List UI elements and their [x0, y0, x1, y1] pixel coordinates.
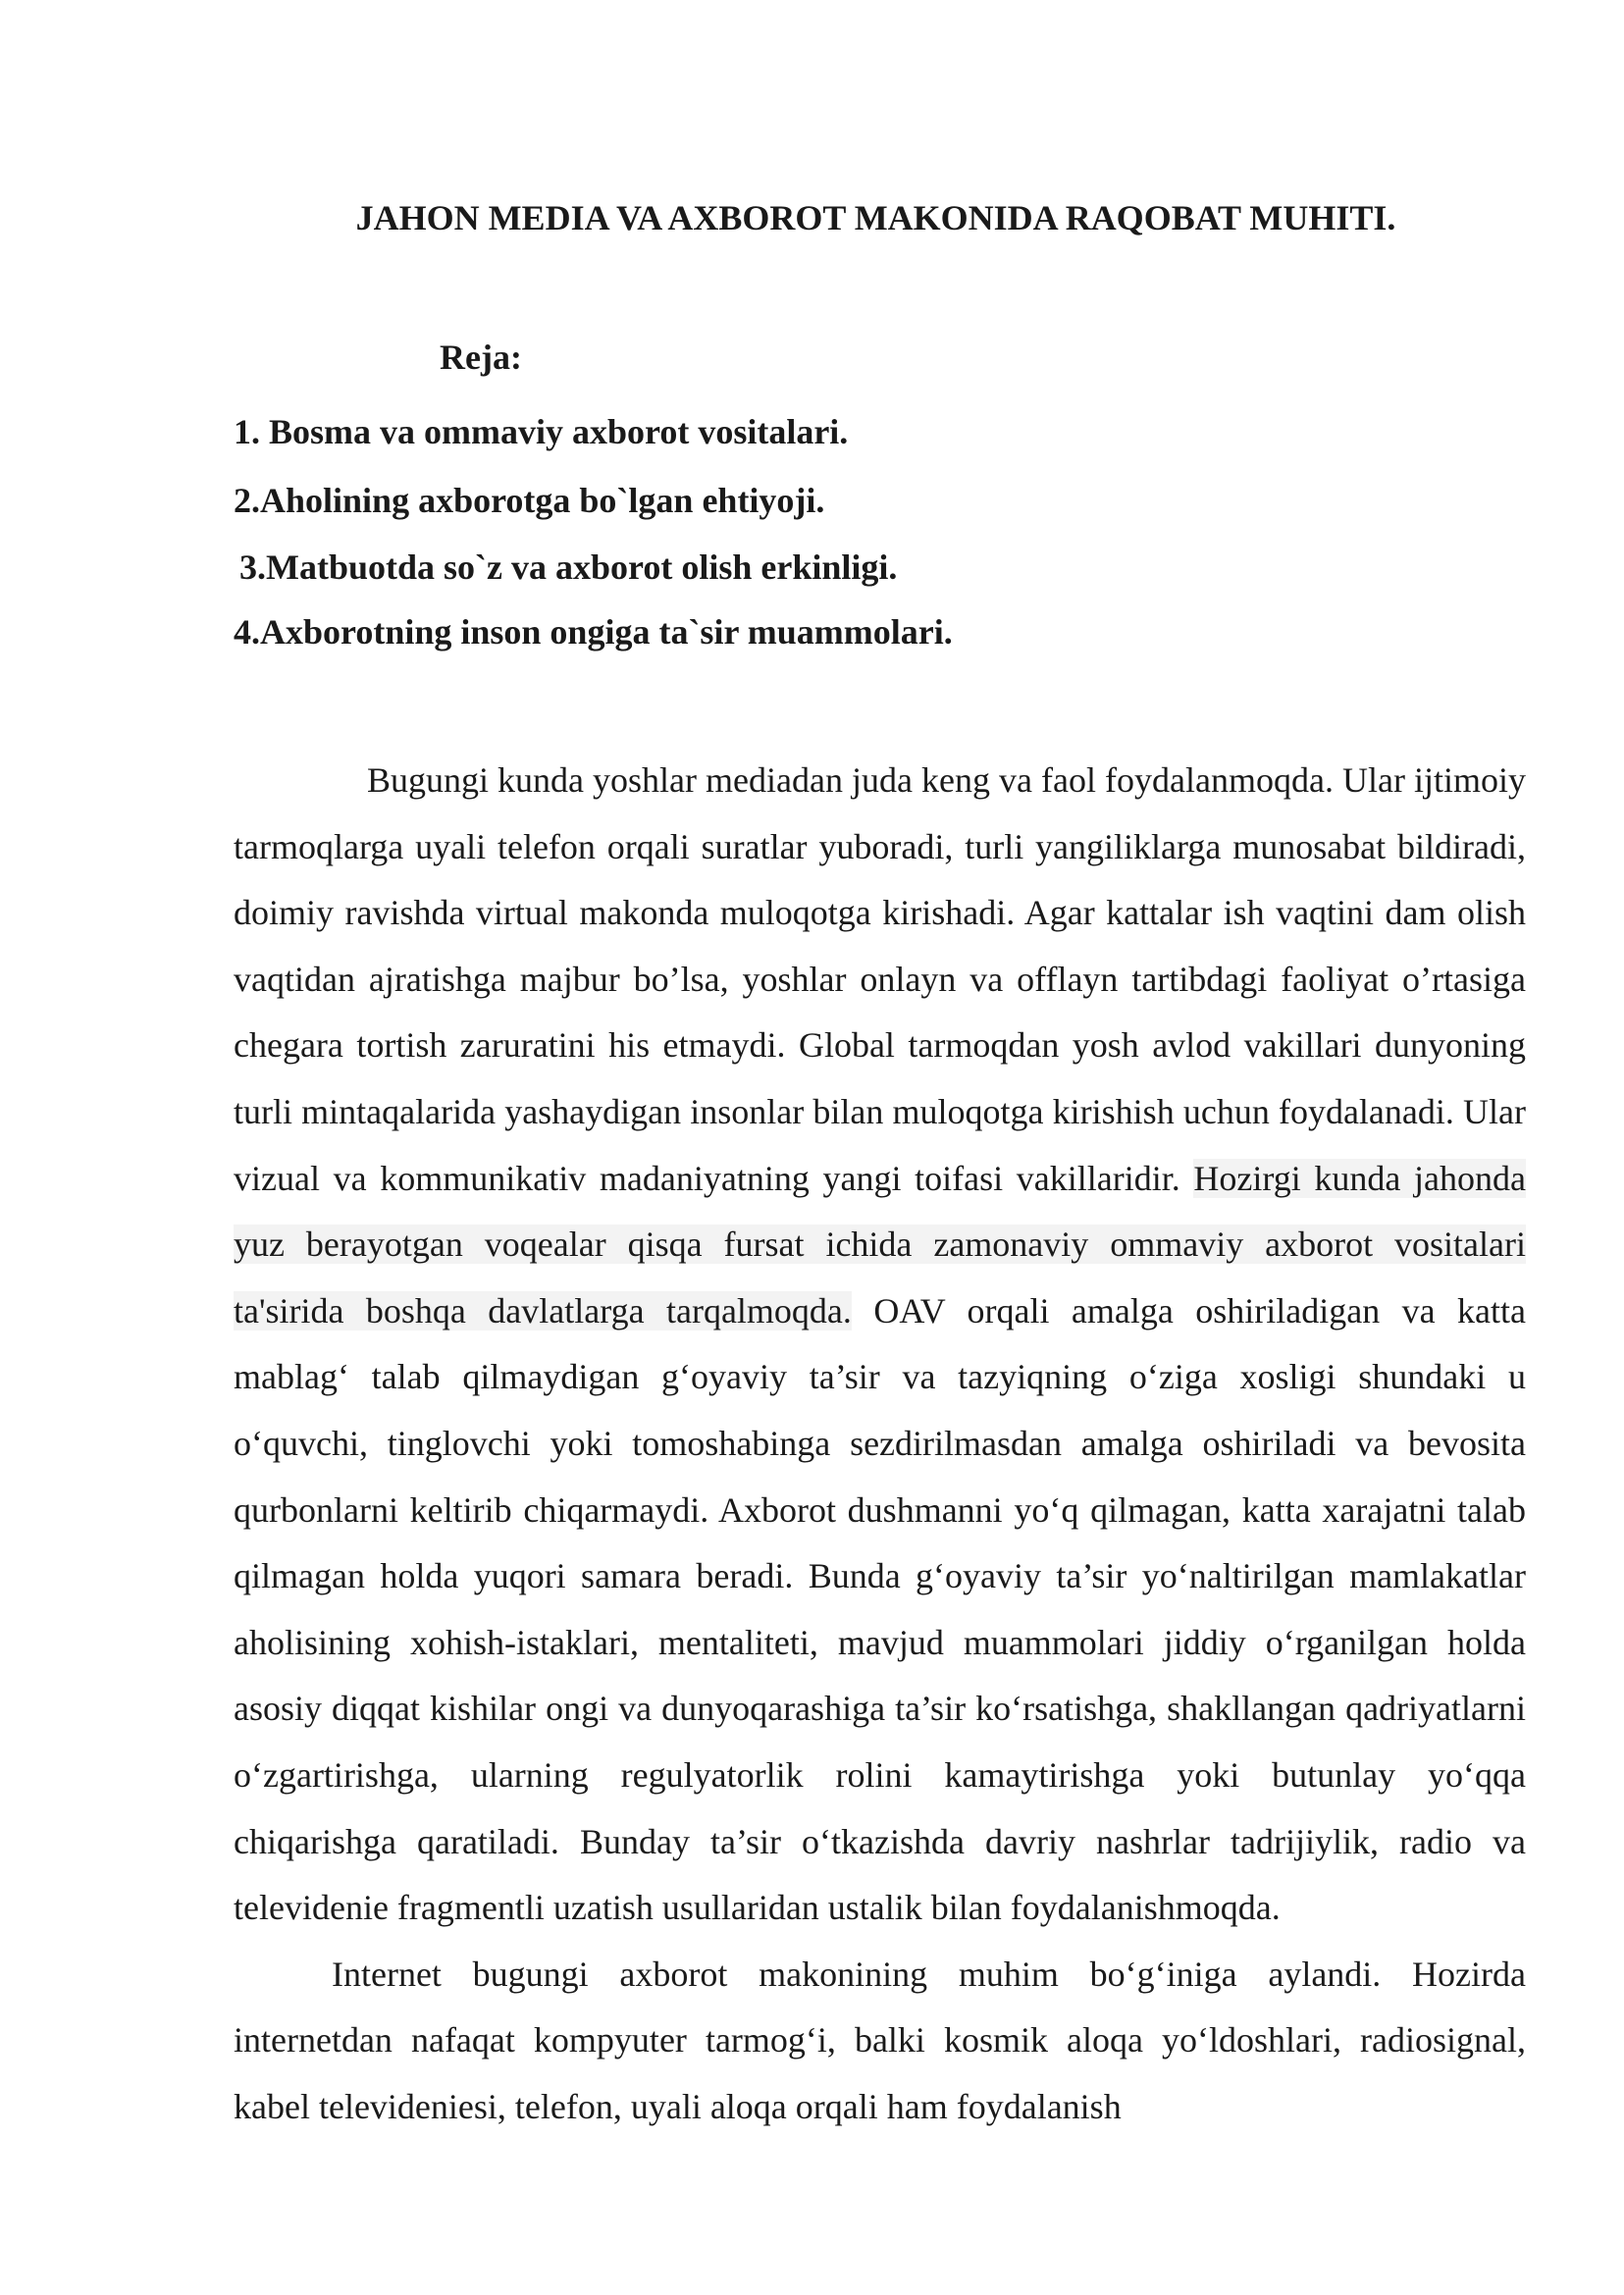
plan-item: 1. Bosma va ommaviy axborot vositalari. — [234, 412, 849, 451]
paragraph-2: Internet bugungi axborot makonining muhim bo‘g‘iniga aylandi. Hozirda internetdan nafaqat kompyuter tarmog‘i, balki kosmik aloqa yo‘ldoshlari, radiosignal, kabel televideniesi, telefon, uyali aloqa orqali ham foydalanish — [234, 1954, 1526, 2126]
plan-item: 4.Axborotning inson ongiga ta`sir muammolari. — [234, 612, 953, 652]
paragraph-1-part-2: OAV orqali amalga oshiriladigan va katta mablag‘ talab qilmaydigan g‘oyaviy ta’sir va tazyiqning o‘ziga xosligi shundaki u o‘quvchi, tinglovchi yoki tomoshabinga sezdirilmasdan amalga oshiriladi va bevosita qurbonlarni keltirib chiqarmaydi. Axborot dushmanni yo‘q qilmagan, katta xarajatni talab qilmagan holda yuqori samara beradi. Bunda g‘oyaviy ta’sir yo‘naltirilgan mamlakatlar aholisining xohish-istaklari, mentaliteti, mavjud muammolari jiddiy o‘rganilgan holda asosiy diqqat kishilar ongi va dunyoqarashiga ta’sir ko‘rsatishga, shakllangan qadriyatlarni o‘zgartirishga, ularning regulyatorlik rolini kamaytirishga yoki butunlay yo‘qqa chiqarishga qaratiladi. Bunday ta’sir o‘tkazishda davriy nashrlar tadrijiylik, radio va televidenie fragmentli uzatish usullaridan ustalik bilan foydalanishmoqda. — [234, 1290, 1527, 1928]
body-text — [234, 748, 1526, 2140]
paragraph-1 — [234, 748, 1526, 1942]
plan-heading: Reja: — [440, 338, 522, 377]
plan-list — [234, 410, 953, 653]
plan-item: 3.Matbuotda so`z va axborot olish erkinligi. — [239, 548, 898, 587]
plan-item: 2.Aholining axborotga bo`lgan ehtiyoji. — [234, 481, 825, 520]
paragraph-1-part-1: Bugungi kunda yoshlar mediadan juda keng va faol foydalanmoqda. Ular ijtimoiy tarmoqlarga uyali telefon orqali suratlar yuboradi, turli yangiliklarga munosabat bildiradi, doimiy ravishda virtual makonda muloqotga kirishadi. Agar kattalar ish vaqtini dam olish vaqtidan ajratishga majbur bo’lsa, yoshlar onlayn va offlayn tartibdagi faoliyat o’rtasiga chegara tortish zaruratini his etmaydi. Global tarmoqdan yosh avlod vakillari dunyoning turli mintaqalarida yashaydigan insonlar bilan muloqotga kirishish uchun foydalanadi. Ular vizual va kommunikativ madaniyatning yangi toifasi vakillaridir. — [234, 760, 1526, 1198]
highlighted-text: Hozirgi kunda jahonda yuz berayotgan voqealar qisqa fursat ichida zamonaviy ommaviy axborot vositalari ta'sirida boshqa davlatlarga tarqalmoqda. — [234, 1158, 1526, 1330]
document-title: JAHON MEDIA VA AXBOROT MAKONIDA RAQOBAT MUHITI. — [355, 198, 1396, 237]
